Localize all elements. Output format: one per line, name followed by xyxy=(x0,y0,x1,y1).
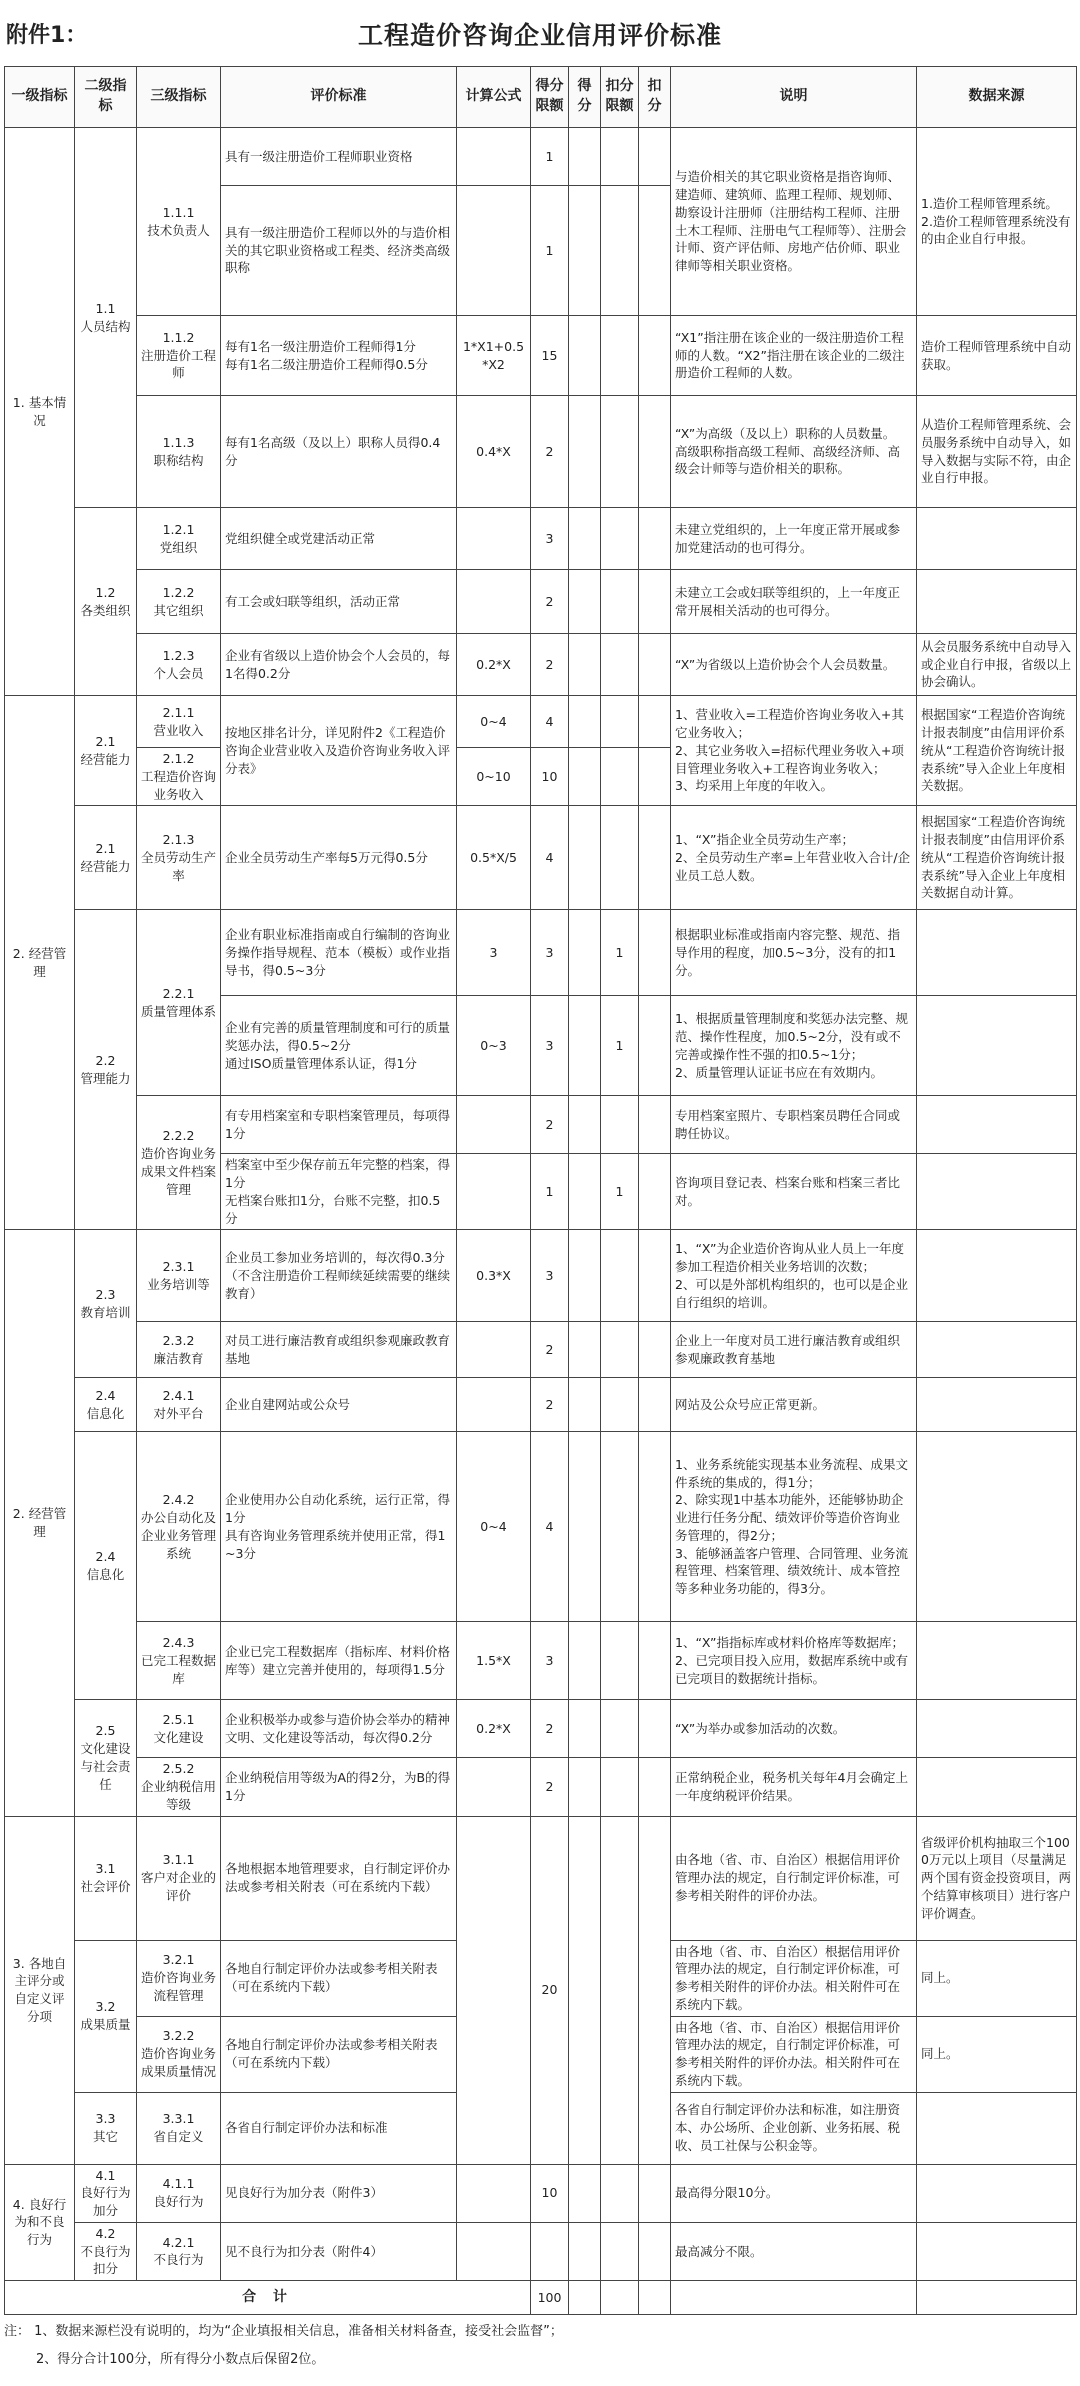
source-cell xyxy=(917,2164,1077,2222)
score-cell xyxy=(569,1322,601,1378)
source-cell xyxy=(917,1700,1077,1758)
note-cell: 根据职业标准或指南内容完整、规范、指导作用的程度，加0.5~3分，没有的扣1分。 xyxy=(671,910,917,996)
note-cell: 未建立党组织的，上一年度正常开展或参加党建活动的也可得分。 xyxy=(671,508,917,570)
note-cell: “X”为高级（及以上）职称的人员数量。 高级职称指高级工程师、高级经济师、高级会计师等与造价相关的职称。 xyxy=(671,396,917,508)
level3-cell: 2.4.3 已完工程数据库 xyxy=(137,1622,221,1700)
table-row xyxy=(5,128,1077,186)
deduct-cell xyxy=(639,1096,671,1154)
criteria-cell: 每有1名高级（及以上）职称人员得0.4分 xyxy=(221,396,457,508)
level3-cell: 4.1.1 良好行为 xyxy=(137,2164,221,2222)
deduct-cell xyxy=(639,316,671,396)
formula-cell xyxy=(457,186,531,316)
source-cell xyxy=(917,910,1077,996)
deduct-limit-cell xyxy=(601,634,639,696)
level3-cell: 3.2.1 造价咨询业务流程管理 xyxy=(137,1940,221,2016)
deduct-cell xyxy=(639,1154,671,1230)
source-cell: 根据国家“工程造价咨询统计报表制度”由信用评价系统从“工程造价咨询统计报表系统”导入企业上年度相关数据自动计算。 xyxy=(917,806,1077,910)
score-cell xyxy=(569,2164,601,2222)
deduct-limit-cell xyxy=(601,806,639,910)
level3-cell: 2.2.1 质量管理体系 xyxy=(137,910,221,1096)
table-row xyxy=(5,696,1077,748)
criteria-cell: 对员工进行廉洁教育或组织参观廉政教育基地 xyxy=(221,1322,457,1378)
score-cell xyxy=(569,748,601,806)
footnote-1: 注： 1、数据来源栏没有说明的，均为“企业填报相关信息，准备相关材料备查，接受社会监督”； xyxy=(4,2324,563,2339)
level2-cell: 2.4 信息化 xyxy=(75,1378,137,1432)
table-row xyxy=(5,1816,1077,1940)
limit-cell: 3 xyxy=(531,1230,569,1322)
col-header: 扣分限额 xyxy=(601,67,639,128)
col-header: 扣分 xyxy=(639,67,671,128)
col-header: 计算公式 xyxy=(457,67,531,128)
limit-cell: 10 xyxy=(531,2164,569,2222)
level3-cell: 2.1.1 营业收入 xyxy=(137,696,221,748)
level3-cell: 1.1.3 职称结构 xyxy=(137,396,221,508)
criteria-cell: 具有一级注册造价工程师以外的与造价相关的其它职业资格或工程类、经济类高级职称 xyxy=(221,186,457,316)
criteria-cell: 每有1名一级注册造价工程师得1分 每有1名二级注册造价工程师得0.5分 xyxy=(221,316,457,396)
limit-cell: 2 xyxy=(531,1322,569,1378)
criteria-cell: 企业使用办公自动化系统，运行正常，得1分 具有咨询业务管理系统并使用正常，得1~3分 xyxy=(221,1432,457,1622)
deduct-cell xyxy=(639,696,671,748)
criteria-cell: 企业有完善的质量管理制度和可行的质量奖惩办法，得0.5~2分 通过ISO质量管理体系认证，得1分 xyxy=(221,996,457,1096)
source-cell xyxy=(917,1230,1077,1322)
level2-cell: 2.3 教育培训 xyxy=(75,1230,137,1378)
limit-cell: 1 xyxy=(531,1154,569,1230)
deduct-cell xyxy=(639,1322,671,1378)
level3-cell: 1.2.2 其它组织 xyxy=(137,570,221,634)
note-cell: 1、“X”指指标库或材料价格库等数据库； 2、已完项目投入应用，数据库系统中或有已完项目的数据统计指标。 xyxy=(671,1622,917,1700)
formula-cell xyxy=(457,128,531,186)
score-cell xyxy=(569,1230,601,1322)
criteria-cell: 各地自行制定评价办法或参考相关附表（可在系统内下载） xyxy=(221,1940,457,2016)
formula-cell xyxy=(457,570,531,634)
criteria-cell: 企业有省级以上造价协会个人会员的，每1名得0.2分 xyxy=(221,634,457,696)
score-cell xyxy=(569,634,601,696)
source-cell: 1.造价工程师管理系统。 2.造价工程师管理系统没有的由企业自行申报。 xyxy=(917,128,1077,316)
level1-cell: 4. 良好行为和不良行为 xyxy=(5,2164,75,2281)
limit-cell: 2 xyxy=(531,1700,569,1758)
limit-cell: 15 xyxy=(531,316,569,396)
table-row xyxy=(5,570,1077,634)
document-title: 工程造价咨询企业信用评价标准 xyxy=(357,21,722,50)
deduct-cell xyxy=(639,996,671,1096)
level2-cell: 3.3 其它 xyxy=(75,2092,137,2164)
level1-cell: 2. 经营管理 xyxy=(5,696,75,1230)
level2-cell: 3.1 社会评价 xyxy=(75,1816,137,1940)
table-row xyxy=(5,1378,1077,1432)
formula-cell xyxy=(457,1322,531,1378)
criteria-cell: 企业自建网站或公众号 xyxy=(221,1378,457,1432)
deduct-limit-cell xyxy=(601,1096,639,1154)
limit-cell: 3 xyxy=(531,508,569,570)
deduct-limit-cell xyxy=(601,1816,639,2164)
criteria-cell: 企业纳税信用等级为A的得2分，为B的得1分 xyxy=(221,1758,457,1816)
formula-cell xyxy=(457,508,531,570)
level2-cell: 1.2 各类组织 xyxy=(75,508,137,696)
limit-cell: 4 xyxy=(531,1432,569,1622)
limit-cell: 1 xyxy=(531,186,569,316)
formula-cell xyxy=(457,1816,531,2164)
deduct-limit-cell: 1 xyxy=(601,996,639,1096)
total-empty-cell xyxy=(671,2281,917,2315)
formula-cell xyxy=(457,2164,531,2222)
formula-cell: 0~3 xyxy=(457,996,531,1096)
score-cell xyxy=(569,1096,601,1154)
criteria-cell: 有专用档案室和专职档案管理员，每项得1分 xyxy=(221,1096,457,1154)
footnote-2: 2、得分合计100分，所有得分小数点后保留2位。 xyxy=(36,2352,325,2367)
deduct-limit-cell xyxy=(601,1758,639,1816)
score-cell xyxy=(569,1154,601,1230)
deduct-limit-cell xyxy=(601,570,639,634)
level2-cell: 4.1 良好行为加分 xyxy=(75,2164,137,2222)
deduct-cell xyxy=(639,1230,671,1322)
formula-cell: 0~4 xyxy=(457,696,531,748)
total-empty-cell xyxy=(917,2281,1077,2315)
deduct-cell xyxy=(639,1378,671,1432)
score-cell xyxy=(569,1378,601,1432)
source-cell: 省级评价机构抽取三个1000万元以上项目（尽量满足两个国有资金投资项目，两个结算审核项目）进行客户评价调查。 xyxy=(917,1816,1077,1940)
col-header: 三级指标 xyxy=(137,67,221,128)
level2-cell: 3.2 成果质量 xyxy=(75,1940,137,2092)
deduct-cell xyxy=(639,2222,671,2280)
formula-cell: 0.4*X xyxy=(457,396,531,508)
table-row xyxy=(5,2164,1077,2222)
formula-cell: 1.5*X xyxy=(457,1622,531,1700)
total-empty-cell xyxy=(639,2281,671,2315)
level1-cell: 2. 经营管理 xyxy=(5,1230,75,1816)
note-cell: “X”为省级以上造价协会个人会员数量。 xyxy=(671,634,917,696)
col-header: 一级指标 xyxy=(5,67,75,128)
level3-cell: 2.5.1 文化建设 xyxy=(137,1700,221,1758)
total-label: 合 计 xyxy=(5,2281,531,2315)
credit-evaluation-table xyxy=(4,66,1077,2315)
source-cell xyxy=(917,1432,1077,1622)
level3-cell: 4.2.1 不良行为 xyxy=(137,2222,221,2280)
note-cell: “X”为举办或参加活动的次数。 xyxy=(671,1700,917,1758)
deduct-cell xyxy=(639,1816,671,2164)
source-cell xyxy=(917,508,1077,570)
col-header: 数据来源 xyxy=(917,67,1077,128)
deduct-cell xyxy=(639,748,671,806)
deduct-limit-cell xyxy=(601,396,639,508)
criteria-cell: 档案室中至少保存前五年完整的档案，得1分 无档案台账扣1分，台账不完整，扣0.5分 xyxy=(221,1154,457,1230)
formula-cell xyxy=(457,2222,531,2280)
deduct-limit-cell xyxy=(601,1700,639,1758)
level3-cell: 2.4.1 对外平台 xyxy=(137,1378,221,1432)
source-cell xyxy=(917,570,1077,634)
table-row xyxy=(5,2222,1077,2280)
table-row xyxy=(5,1700,1077,1758)
deduct-limit-cell xyxy=(601,1322,639,1378)
level3-cell: 2.5.2 企业纳税信用等级 xyxy=(137,1758,221,1816)
deduct-cell xyxy=(639,910,671,996)
note-cell: 最高减分不限。 xyxy=(671,2222,917,2280)
criteria-cell: 有工会或妇联等组织，活动正常 xyxy=(221,570,457,634)
criteria-cell: 各省自行制定评价办法和标准 xyxy=(221,2092,457,2164)
criteria-cell: 企业积极举办或参与造价协会举办的精神文明、文化建设等活动，每次得0.2分 xyxy=(221,1700,457,1758)
source-cell: 从会员服务系统中自动导入或企业自行申报，省级以上协会确认。 xyxy=(917,634,1077,696)
source-cell xyxy=(917,1096,1077,1154)
note-cell: 最高得分限10分。 xyxy=(671,2164,917,2222)
level1-cell: 3. 各地自主评分或自定义评分项 xyxy=(5,1816,75,2164)
level2-cell: 2.5 文化建设与社会责任 xyxy=(75,1700,137,1816)
limit-cell: 3 xyxy=(531,910,569,996)
total-empty-cell xyxy=(601,2281,639,2315)
total-limit: 100 xyxy=(531,2281,569,2315)
formula-cell: 0~10 xyxy=(457,748,531,806)
level2-cell: 2.2 管理能力 xyxy=(75,910,137,1230)
limit-cell: 10 xyxy=(531,748,569,806)
source-cell: 同上。 xyxy=(917,2016,1077,2092)
criteria-cell: 见良好行为加分表（附件3） xyxy=(221,2164,457,2222)
source-cell xyxy=(917,2222,1077,2280)
limit-cell xyxy=(531,2222,569,2280)
note-cell: 网站及公众号应正常更新。 xyxy=(671,1378,917,1432)
note-cell: 1、营业收入=工程造价咨询业务收入+其它业务收入； 2、其它业务收入=招标代理业务收入+项目管理业务收入+工程咨询业务收入； 3、均采用上年度的年收入。 xyxy=(671,696,917,806)
deduct-cell xyxy=(639,1432,671,1622)
total-empty-cell xyxy=(569,2281,601,2315)
deduct-limit-cell xyxy=(601,2164,639,2222)
table-row xyxy=(5,634,1077,696)
table-row xyxy=(5,1622,1077,1700)
deduct-limit-cell xyxy=(601,1230,639,1322)
source-cell: 同上。 xyxy=(917,1940,1077,2016)
limit-cell: 2 xyxy=(531,570,569,634)
note-cell: “X1”指注册在该企业的一级注册造价工程师的人数。“X2”指注册在该企业的二级注册造价工程师的人数。 xyxy=(671,316,917,396)
attachment-label: 附件1： xyxy=(6,23,88,48)
score-cell xyxy=(569,396,601,508)
note-cell: 各省自行制定评价办法和标准，如注册资本、办公场所、企业创新、业务拓展、税收、员工社保与公积金等。 xyxy=(671,2092,917,2164)
limit-cell: 2 xyxy=(531,1096,569,1154)
criteria-cell: 各地根据本地管理要求，自行制定评价办法或参考相关附表（可在系统内下载） xyxy=(221,1816,457,1940)
deduct-cell xyxy=(639,508,671,570)
score-cell xyxy=(569,910,601,996)
deduct-limit-cell xyxy=(601,748,639,806)
deduct-cell xyxy=(639,1700,671,1758)
formula-cell xyxy=(457,1096,531,1154)
source-cell xyxy=(917,1622,1077,1700)
deduct-limit-cell xyxy=(601,316,639,396)
score-cell xyxy=(569,508,601,570)
deduct-limit-cell: 1 xyxy=(601,1154,639,1230)
formula-cell: 1*X1+0.5*X2 xyxy=(457,316,531,396)
criteria-cell: 党组织健全或党建活动正常 xyxy=(221,508,457,570)
deduct-limit-cell xyxy=(601,128,639,186)
table-row xyxy=(5,910,1077,996)
score-cell xyxy=(569,1432,601,1622)
level3-cell: 2.4.2 办公自动化及企业业务管理系统 xyxy=(137,1432,221,1622)
table-row xyxy=(5,1432,1077,1622)
note-cell: 正常纳税企业，税务机关每年4月会确定上一年度纳税评价结果。 xyxy=(671,1758,917,1816)
score-cell xyxy=(569,316,601,396)
level3-cell: 3.3.1 省自定义 xyxy=(137,2092,221,2164)
deduct-cell xyxy=(639,570,671,634)
limit-cell: 2 xyxy=(531,396,569,508)
note-cell: 1、“X”指企业全员劳动生产率； 2、全员劳动生产率=上年营业收入合计/企业员工总人数。 xyxy=(671,806,917,910)
table-row xyxy=(5,1230,1077,1322)
formula-cell: 0.3*X xyxy=(457,1230,531,1322)
source-cell xyxy=(917,2092,1077,2164)
deduct-cell xyxy=(639,186,671,316)
deduct-limit-cell xyxy=(601,186,639,316)
total-row xyxy=(5,2281,1077,2315)
footnotes xyxy=(4,2318,1076,2374)
score-cell xyxy=(569,1816,601,2164)
table-row xyxy=(5,396,1077,508)
limit-cell: 3 xyxy=(531,996,569,1096)
level3-cell: 2.3.2 廉洁教育 xyxy=(137,1322,221,1378)
level3-cell: 2.1.2 工程造价咨询业务收入 xyxy=(137,748,221,806)
col-header: 二级指标 xyxy=(75,67,137,128)
score-cell xyxy=(569,1700,601,1758)
deduct-limit-cell xyxy=(601,1378,639,1432)
note-cell: 专用档案室照片、专职档案员聘任合同或聘任协议。 xyxy=(671,1096,917,1154)
deduct-limit-cell xyxy=(601,1432,639,1622)
formula-cell: 3 xyxy=(457,910,531,996)
limit-cell: 2 xyxy=(531,1378,569,1432)
score-cell xyxy=(569,996,601,1096)
limit-cell: 4 xyxy=(531,806,569,910)
limit-cell: 1 xyxy=(531,128,569,186)
table-row xyxy=(5,806,1077,910)
deduct-cell xyxy=(639,396,671,508)
note-cell: 1、根据质量管理制度和奖惩办法完整、规范、操作性程度，加0.5~2分，没有或不完善或操作性不强的扣0.5~1分； 2、质量管理认证证书应在有效期内。 xyxy=(671,996,917,1096)
table-row xyxy=(5,508,1077,570)
level3-cell: 3.1.1 客户对企业的评价 xyxy=(137,1816,221,1940)
note-cell: 1、业务系统能实现基本业务流程、成果文件系统的集成的，得1分； 2、除实现1中基本功能外，还能够协助企业进行任务分配、绩效评价等造价咨询业务管理的，得2分； 3、能够涵盖客户管理、合同管理、业务流程管理、档案管理、绩效统计、成本管控等多种业务功能的，得3分。 xyxy=(671,1432,917,1622)
level2-cell: 2.1 经营能力 xyxy=(75,806,137,910)
col-header: 得分 xyxy=(569,67,601,128)
level3-cell: 2.2.2 造价咨询业务成果文件档案管理 xyxy=(137,1096,221,1230)
note-cell: 企业上一年度对员工进行廉洁教育或组织参观廉政教育基地 xyxy=(671,1322,917,1378)
table-row xyxy=(5,1096,1077,1154)
deduct-limit-cell xyxy=(601,2222,639,2280)
limit-cell: 2 xyxy=(531,1758,569,1816)
source-cell xyxy=(917,1322,1077,1378)
criteria-cell: 按地区排名计分，详见附件2《工程造价咨询企业营业收入及造价咨询业务收入评分表》 xyxy=(221,696,457,806)
level3-cell: 1.2.1 党组织 xyxy=(137,508,221,570)
col-header: 评价标准 xyxy=(221,67,457,128)
deduct-cell xyxy=(639,1622,671,1700)
col-header: 说明 xyxy=(671,67,917,128)
formula-cell xyxy=(457,1758,531,1816)
score-cell xyxy=(569,1622,601,1700)
note-cell: 由各地（省、市、自治区）根据信用评价管理办法的规定，自行制定评价标准，可参考相关附件的评价办法。相关附件可在系统内下载。 xyxy=(671,2016,917,2092)
formula-cell: 0.5*X/5 xyxy=(457,806,531,910)
note-cell: 咨询项目登记表、档案台账和档案三者比对。 xyxy=(671,1154,917,1230)
criteria-cell: 企业已完工程数据库（指标库、材料价格库等）建立完善并使用的，每项得1.5分 xyxy=(221,1622,457,1700)
deduct-cell xyxy=(639,1758,671,1816)
source-cell xyxy=(917,996,1077,1096)
table-row xyxy=(5,1322,1077,1378)
criteria-cell: 企业有职业标准指南或自行编制的咨询业务操作指导规程、范本（模板）或作业指导书，得0.5~3分 xyxy=(221,910,457,996)
note-cell: 由各地（省、市、自治区）根据信用评价管理办法的规定，自行制定评价标准，可参考相关附件的评价办法。相关附件可在系统内下载。 xyxy=(671,1940,917,2016)
level2-cell: 1.1 人员结构 xyxy=(75,128,137,508)
source-cell xyxy=(917,1154,1077,1230)
formula-cell: 0.2*X xyxy=(457,634,531,696)
deduct-cell xyxy=(639,2164,671,2222)
source-cell xyxy=(917,1758,1077,1816)
deduct-cell xyxy=(639,634,671,696)
document-header xyxy=(0,0,1080,66)
limit-cell: 4 xyxy=(531,696,569,748)
deduct-limit-cell xyxy=(601,696,639,748)
source-cell: 从造价工程师管理系统、会员服务系统中自动导入，如导入数据与实际不符，由企业自行申报。 xyxy=(917,396,1077,508)
level1-cell: 1. 基本情况 xyxy=(5,128,75,696)
level3-cell: 2.3.1 业务培训等 xyxy=(137,1230,221,1322)
criteria-cell: 企业员工参加业务培训的，每次得0.3分（不含注册造价工程师续延续需要的继续教育） xyxy=(221,1230,457,1322)
note-cell: 1、“X”为企业造价咨询从业人员上一年度参加工程造价相关业务培训的次数； 2、可以是外部机构组织的，也可以是企业自行组织的培训。 xyxy=(671,1230,917,1322)
score-cell xyxy=(569,696,601,748)
level2-cell: 2.4 信息化 xyxy=(75,1432,137,1700)
criteria-cell: 各地自行制定评价办法或参考相关附表（可在系统内下载） xyxy=(221,2016,457,2092)
table-header-row xyxy=(5,67,1077,128)
note-cell: 由各地（省、市、自治区）根据信用评价管理办法的规定，自行制定评价标准，可参考相关附件的评价办法。 xyxy=(671,1816,917,1940)
deduct-cell xyxy=(639,806,671,910)
limit-cell: 20 xyxy=(531,1816,569,2164)
level3-cell: 2.1.3 全员劳动生产率 xyxy=(137,806,221,910)
table-row xyxy=(5,1758,1077,1816)
note-cell: 未建立工会或妇联等组织的，上一年度正常开展相关活动的也可得分。 xyxy=(671,570,917,634)
source-cell: 根据国家“工程造价咨询统计报表制度”由信用评价系统从“工程造价咨询统计报表系统”导入企业上年度相关数据。 xyxy=(917,696,1077,806)
criteria-cell: 见不良行为扣分表（附件4） xyxy=(221,2222,457,2280)
col-header: 得分限额 xyxy=(531,67,569,128)
level3-cell: 3.2.2 造价咨询业务成果质量情况 xyxy=(137,2016,221,2092)
source-cell: 造价工程师管理系统中自动获取。 xyxy=(917,316,1077,396)
score-cell xyxy=(569,1758,601,1816)
deduct-cell xyxy=(639,128,671,186)
table-row xyxy=(5,316,1077,396)
formula-cell: 0~4 xyxy=(457,1432,531,1622)
source-cell xyxy=(917,1378,1077,1432)
deduct-limit-cell xyxy=(601,508,639,570)
deduct-limit-cell: 1 xyxy=(601,910,639,996)
deduct-limit-cell xyxy=(601,1622,639,1700)
formula-cell xyxy=(457,1154,531,1230)
level3-cell: 1.1.2 注册造价工程师 xyxy=(137,316,221,396)
level2-cell: 2.1 经营能力 xyxy=(75,696,137,806)
limit-cell: 2 xyxy=(531,634,569,696)
criteria-cell: 企业全员劳动生产率每5万元得0.5分 xyxy=(221,806,457,910)
formula-cell: 0.2*X xyxy=(457,1700,531,1758)
limit-cell: 3 xyxy=(531,1622,569,1700)
criteria-cell: 具有一级注册造价工程师职业资格 xyxy=(221,128,457,186)
note-cell: 与造价相关的其它职业资格是指咨询师、建造师、建筑师、监理工程师、规划师、勘察设计注册师（注册结构工程师、注册土木工程师、注册电气工程师等）、注册会计师、资产评估师、房地产估价师、职业律师等相关职业资格。 xyxy=(671,128,917,316)
level3-cell: 1.2.3 个人会员 xyxy=(137,634,221,696)
score-cell xyxy=(569,186,601,316)
level2-cell: 4.2 不良行为扣分 xyxy=(75,2222,137,2280)
level3-cell: 1.1.1 技术负责人 xyxy=(137,128,221,316)
formula-cell xyxy=(457,1378,531,1432)
score-cell xyxy=(569,570,601,634)
score-cell xyxy=(569,128,601,186)
score-cell xyxy=(569,806,601,910)
score-cell xyxy=(569,2222,601,2280)
